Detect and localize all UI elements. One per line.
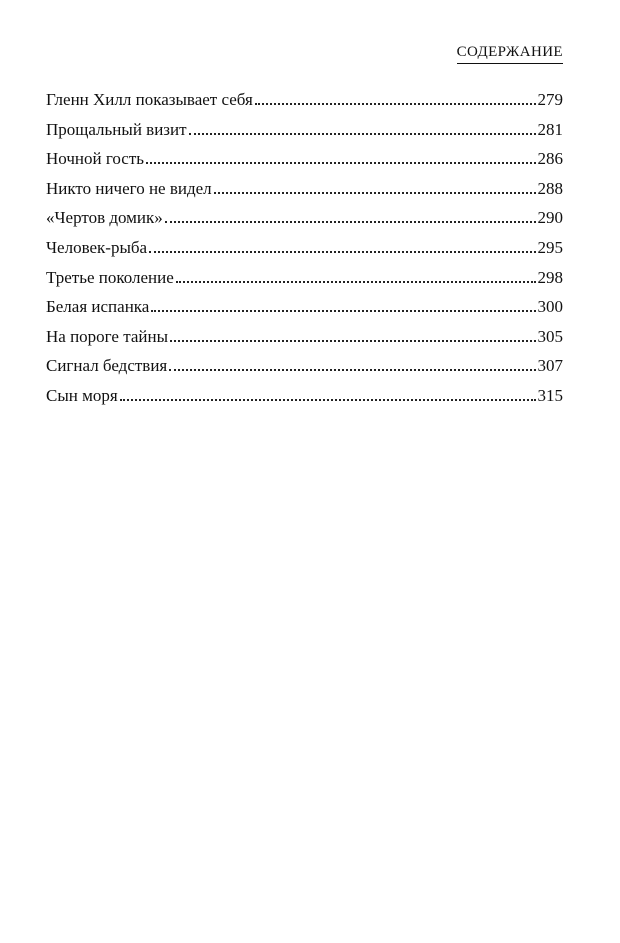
table-of-contents [46,85,563,411]
toc-entry [46,292,563,322]
toc-entry [46,233,563,263]
toc-entry-page: 295 [537,237,563,257]
toc-entry-title: Человек-рыба [46,237,148,257]
toc-entry-title: Ночной гость [46,149,145,169]
toc-entry [46,144,563,174]
toc-entry [46,322,563,352]
toc-entry-page: 298 [537,267,563,287]
toc-entry-page: 307 [537,356,563,376]
dot-leader [165,221,536,223]
toc-entry-title: Никто ничего не видел [46,178,212,198]
toc-entry-page: 288 [537,178,563,198]
dot-leader [176,281,536,283]
toc-entry-page: 286 [537,149,563,169]
toc-entry-page: 300 [537,297,563,317]
dot-leader [151,310,535,312]
toc-entry-title: «Чертов домик» [46,208,163,228]
toc-entry-title: Гленн Хилл показывает себя [46,90,253,109]
toc-entry [46,174,563,204]
dot-leader [146,162,535,164]
dot-leader [169,369,535,371]
dot-leader [120,399,536,401]
toc-entry [46,115,563,145]
dot-leader [214,192,536,194]
toc-entry [46,85,563,115]
toc-entry-page: 281 [537,119,563,139]
toc-entry-title: Сын моря [46,385,118,405]
running-header: СОДЕРЖАНИЕ [457,44,563,64]
toc-entry-page: 305 [537,326,563,346]
dot-leader [149,251,535,253]
toc-entry-title: На пороге тайны [46,326,169,346]
toc-entry-title: Прощальный визит [46,119,187,139]
dot-leader [170,340,535,342]
dot-leader [189,133,536,135]
toc-entry [46,263,563,293]
toc-entry-page: 279 [537,90,563,109]
toc-entry-title: Сигнал бедствия [46,356,168,376]
toc-entry-page: 290 [537,208,563,228]
toc-entry [46,203,563,233]
toc-entry-title: Третье поколение [46,267,174,287]
toc-entry-page: 315 [537,385,563,405]
toc-entry [46,381,563,411]
toc-entry-title: Белая испанка [46,297,150,317]
dot-leader [255,103,536,105]
toc-entry [46,351,563,381]
